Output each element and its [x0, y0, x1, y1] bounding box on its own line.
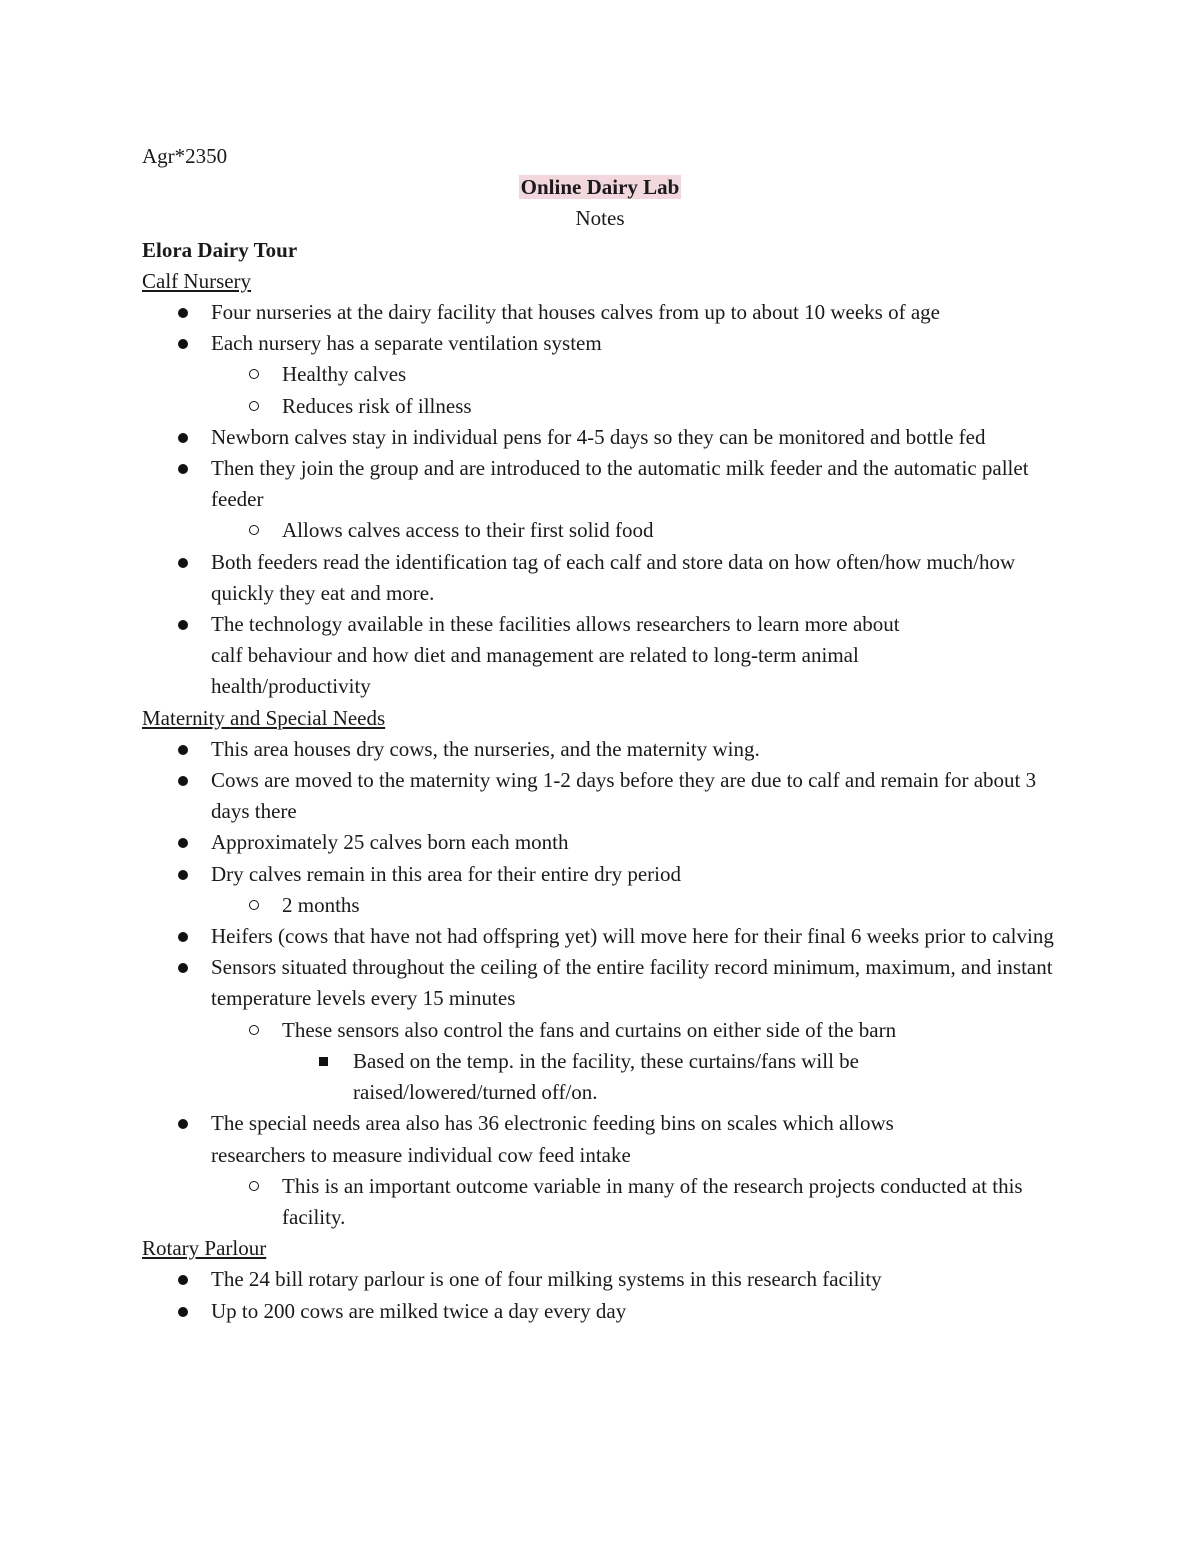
document-title [142, 172, 1058, 203]
circle-bullet-icon [249, 900, 259, 910]
sub-list-item: Reduces risk of illness [142, 391, 1062, 422]
bullet-icon [178, 1275, 188, 1285]
document-title-text: Online Dairy Lab [520, 175, 680, 200]
list-item: Then they join the group and are introduced to the automatic milk feeder and the automatic pallet feeder [142, 453, 1061, 515]
bullet-icon [178, 339, 188, 349]
bullet-icon [178, 558, 188, 568]
bullet-icon [178, 745, 188, 755]
rotary-heading: Rotary Parlour [142, 1236, 267, 1261]
list-item: Sensors situated throughout the ceiling of the entire facility record minimum, maximum, and instant temperature levels every 15 minutes [142, 952, 1061, 1014]
list-item: The technology available in these facilities allows researchers to learn more about calf behaviour and how diet and management are related to long-term animal health/productivity [142, 609, 911, 703]
bullet-icon [178, 433, 188, 443]
circle-bullet-icon [249, 369, 259, 379]
list-item: Dry calves remain in this area for their entire dry period [142, 859, 1061, 890]
sub-list-item: 2 months [142, 890, 1062, 921]
list-item: Each nursery has a separate ventilation system [142, 328, 1061, 359]
section-heading: Elora Dairy Tour [142, 237, 298, 262]
bullet-icon [178, 620, 188, 630]
sub-sub-list-item: Based on the temp. in the facility, these curtains/fans will be raised/lowered/turned off/on. [142, 1046, 923, 1108]
course-code: Agr*2350 [142, 144, 228, 168]
list-item: Cows are moved to the maternity wing 1-2 days before they are due to calf and remain for about 3 days there [142, 765, 1061, 827]
bullet-icon [178, 308, 188, 318]
list-item: The 24 bill rotary parlour is one of four milking systems in this research facility [142, 1264, 1061, 1295]
circle-bullet-icon [249, 1181, 259, 1191]
bullet-icon [178, 1119, 188, 1129]
list-item: Heifers (cows that have not had offspring yet) will move here for their final 6 weeks prior to calving [142, 921, 1061, 952]
bullet-icon [178, 838, 188, 848]
circle-bullet-icon [249, 525, 259, 535]
list-item: Up to 200 cows are milked twice a day every day [142, 1296, 1061, 1327]
list-item: Approximately 25 calves born each month [142, 827, 1061, 858]
calf-nursery-heading: Calf Nursery [142, 268, 252, 293]
bullet-icon [178, 776, 188, 786]
list-item: Newborn calves stay in individual pens for 4-5 days so they can be monitored and bottle fed [142, 422, 1061, 453]
list-item: The special needs area also has 36 electronic feeding bins on scales which allows researchers to measure individual cow feed intake [142, 1108, 991, 1170]
sub-list-item: Allows calves access to their first solid food [142, 515, 1062, 546]
bullet-icon [178, 1307, 188, 1317]
bullet-icon [178, 464, 188, 474]
bullet-icon [178, 932, 188, 942]
bullet-icon [178, 963, 188, 973]
sub-list-item: Healthy calves [142, 359, 1062, 390]
maternity-heading: Maternity and Special Needs [142, 705, 386, 730]
list-item: Four nurseries at the dairy facility that houses calves from up to about 10 weeks of age [142, 297, 1061, 328]
sub-list-item: This is an important outcome variable in many of the research projects conducted at this facility. [142, 1171, 1062, 1233]
list-item: Both feeders read the identification tag of each calf and store data on how often/how much/how quickly they eat and more. [142, 547, 1061, 609]
sub-list-item: These sensors also control the fans and curtains on either side of the barn [142, 1015, 1062, 1046]
list-item: This area houses dry cows, the nurseries, and the maternity wing. [142, 734, 1061, 765]
circle-bullet-icon [249, 401, 259, 411]
document-subtitle: Notes [575, 206, 625, 231]
square-bullet-icon [319, 1057, 328, 1066]
bullet-icon [178, 870, 188, 880]
circle-bullet-icon [249, 1025, 259, 1035]
